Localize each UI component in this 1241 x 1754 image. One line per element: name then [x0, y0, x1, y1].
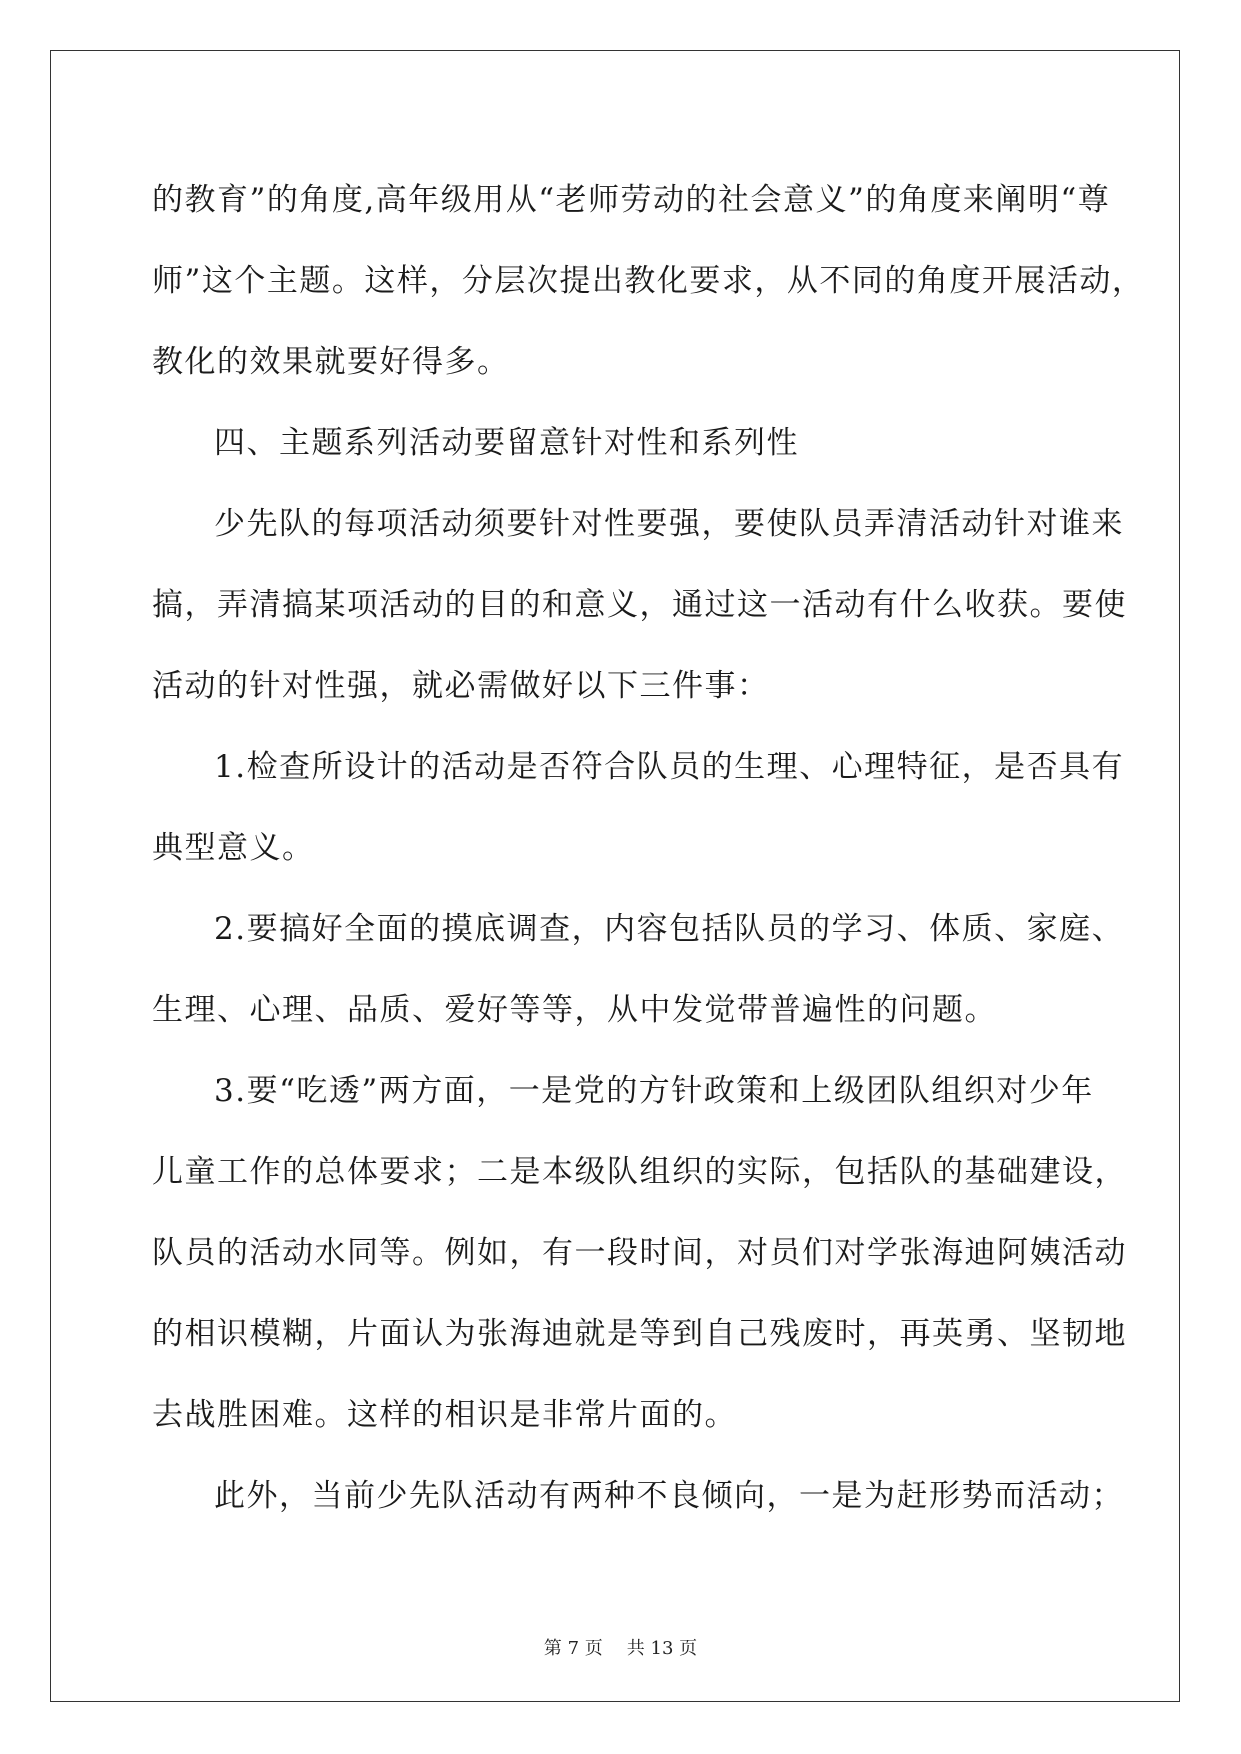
text-line: 的相识模糊，片面认为张海迪就是等到自己残废时，再英勇、坚韧地 — [152, 1316, 1127, 1352]
list-item-3: 3.要“吃透”两方面，一是党的方针政策和上级团队组织对少年 — [214, 1073, 1094, 1109]
list-item-2: 2.要搞好全面的摸底调查，内容包括队员的学习、体质、家庭、 — [214, 911, 1125, 947]
text-line: 生理、心理、品质、爱好等等，从中发觉带普遍性的问题。 — [152, 992, 997, 1028]
text-line: 儿童工作的总体要求；二是本级队组织的实际，包括队的基础建设， — [152, 1154, 1127, 1190]
text-line: 队员的活动水同等。例如，有一段时间，对员们对学张海迪阿姨活动 — [152, 1235, 1127, 1271]
page-total: 共 13 页 — [626, 1638, 698, 1659]
text-line: 教化的效果就要好得多。 — [152, 344, 510, 380]
text-line: 师”这个主题。这样，分层次提出教化要求，从不同的角度开展活动， — [152, 263, 1145, 299]
text-line: 搞，弄清搞某项活动的目的和意义，通过这一活动有什么收获。要使 — [152, 587, 1127, 623]
document-body — [152, 160, 1145, 1537]
page-number: 第 7 页 — [543, 1638, 603, 1659]
section-heading: 四、主题系列活动要留意针对性和系列性 — [214, 425, 799, 461]
paragraph-start: 少先队的每项活动须要针对性要强，要使队员弄清活动针对谁来 — [214, 506, 1124, 542]
text-line: 典型意义。 — [152, 830, 315, 866]
paragraph-start: 此外，当前少先队活动有两种不良倾向，一是为赶形势而活动； — [214, 1478, 1124, 1514]
text-line: 去战胜困难。这样的相识是非常片面的。 — [152, 1397, 737, 1433]
list-item-1: 1.检查所设计的活动是否符合队员的生理、心理特征，是否具有 — [214, 749, 1125, 785]
text-line: 的教育”的角度,高年级用从“老师劳动的社会意义”的角度来阐明“尊 — [152, 182, 1111, 218]
text-line: 活动的针对性强，就必需做好以下三件事： — [152, 668, 770, 704]
page-footer — [0, 1634, 1241, 1660]
